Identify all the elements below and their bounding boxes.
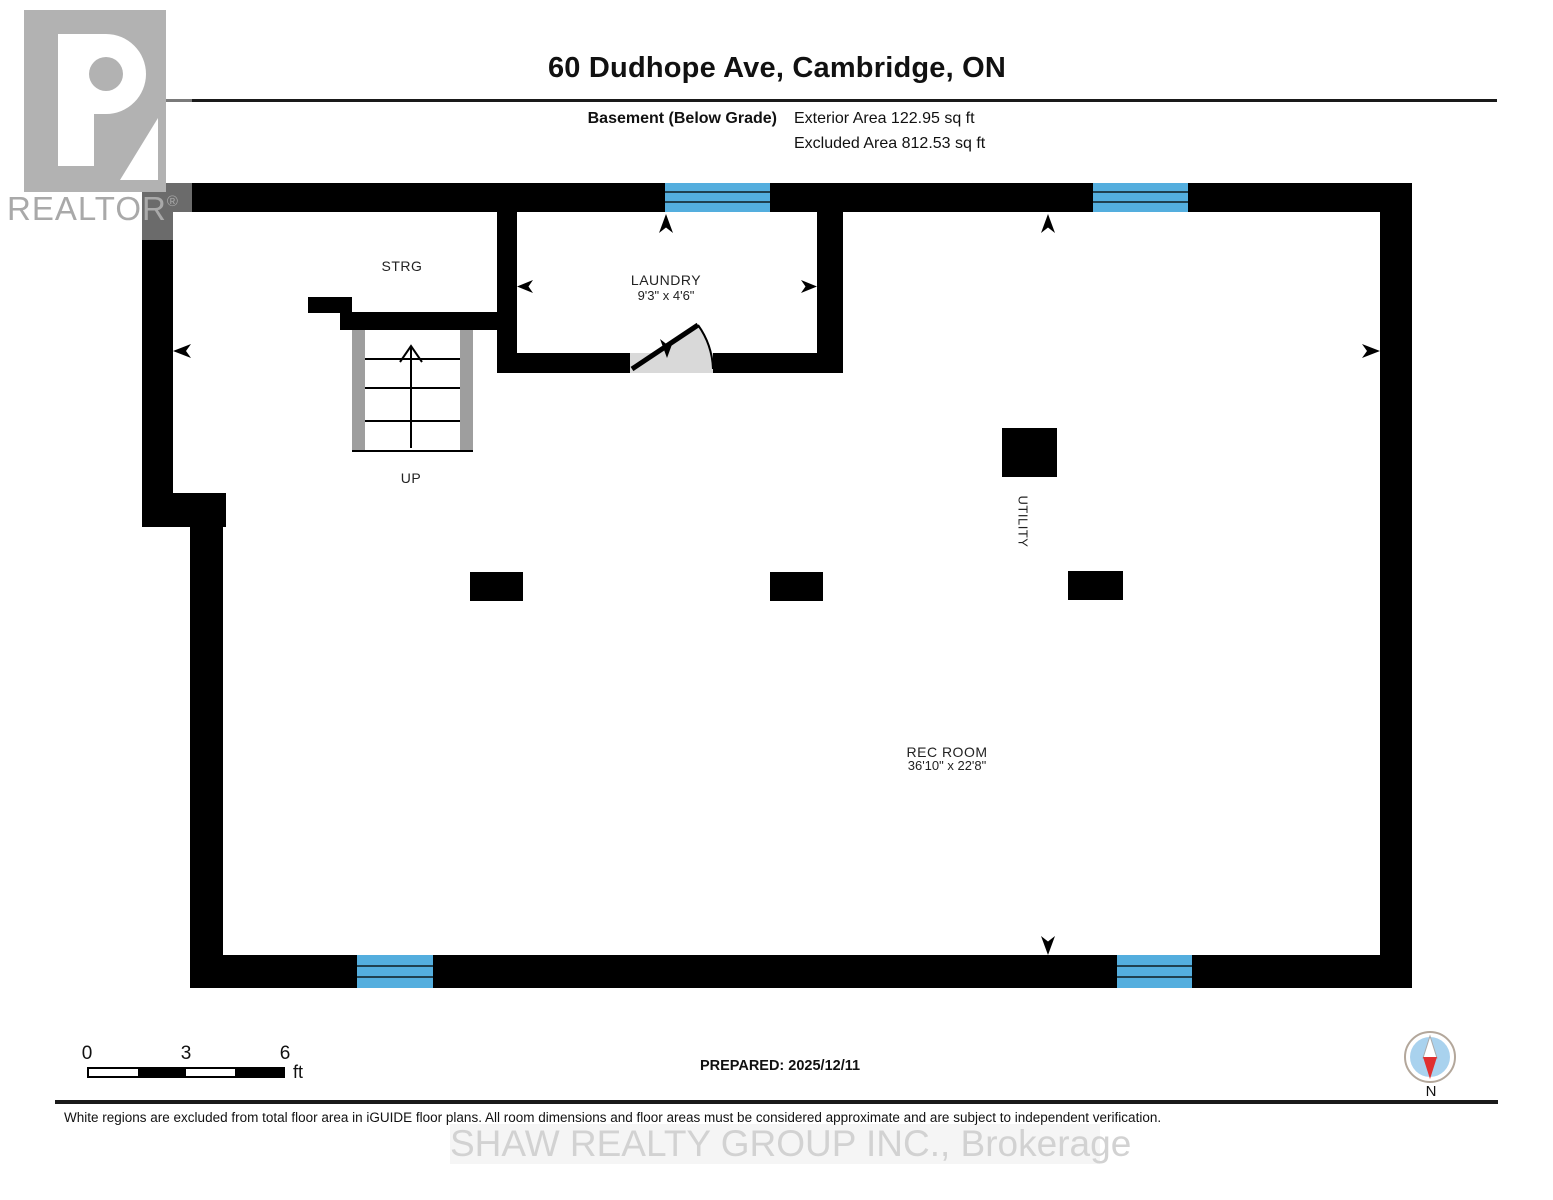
realtor-wordmark-text: REALTOR (7, 190, 167, 227)
scale-tick-0: 0 (81, 1043, 93, 1064)
laundry-wall-bottom-left (497, 353, 630, 373)
window-mullion (1117, 965, 1192, 967)
disclaimer-text: White regions are excluded from total floor area in iGUIDE floor plans. All room dimensions and floor areas must be considered approximate and are subject to independent verification. (64, 1110, 1162, 1125)
window-mullion (357, 976, 433, 978)
window-mullion (665, 191, 770, 193)
header-divider (55, 99, 1497, 102)
laundry-wall-bottom-right (713, 353, 843, 373)
utility-room-label: UTILITY (1015, 495, 1031, 548)
window-top-left (665, 183, 770, 212)
window-mullion (1117, 976, 1192, 978)
measure-arrow-left (173, 344, 191, 358)
laundry-door (620, 313, 730, 375)
rec-room-dims: 36'10" x 22'8" (907, 758, 987, 773)
wall-top (142, 183, 1412, 212)
measure-arrow-up-laundry (659, 214, 673, 233)
window-bottom-right (1117, 955, 1192, 988)
window-mullion (665, 201, 770, 203)
realtor-wordmark (7, 190, 179, 228)
laundry-door-arrow-down (660, 339, 674, 358)
window-top-right (1093, 183, 1188, 212)
stair-rail-right (460, 330, 473, 452)
laundry-measure-arrow-left (517, 280, 533, 293)
utility-post (1002, 428, 1057, 477)
excluded-area-label: Excluded Area 812.53 sq ft (794, 135, 986, 152)
scale-bar (87, 1067, 285, 1078)
scale-unit-label: ft (293, 1062, 304, 1082)
column-post-1 (470, 572, 523, 601)
column-post-3 (1068, 571, 1123, 600)
stairs-up-label: UP (400, 470, 422, 486)
footer-divider (55, 1100, 1498, 1104)
measure-arrow-down-recroom (1041, 936, 1055, 955)
page-title: 60 Dudhope Ave, Cambridge, ON (547, 52, 1007, 84)
scale-bar-segment (89, 1069, 138, 1076)
strg-room-label: STRG (381, 258, 423, 274)
floor-level-label: Basement (Below Grade) (587, 110, 777, 127)
window-bottom-left (357, 955, 433, 988)
rec-room-label: REC ROOM (906, 744, 988, 760)
laundry-room-label: LAUNDRY (630, 272, 702, 288)
compass-icon (1398, 1025, 1462, 1089)
laundry-wall-left (497, 212, 517, 373)
measure-arrow-up-recroom (1041, 214, 1055, 233)
laundry-measure-arrow-right (801, 280, 817, 293)
laundry-wall-right (817, 212, 843, 373)
window-mullion (1093, 201, 1188, 203)
realtor-logo-icon (24, 10, 166, 192)
scale-bar-segment (235, 1069, 284, 1076)
scale-bar-segment (186, 1069, 235, 1076)
column-post-2 (770, 572, 823, 601)
scale-bar-segment (138, 1069, 187, 1076)
wall-left-lower (190, 520, 223, 955)
stairs-head-wall (340, 312, 497, 330)
window-mullion (1093, 191, 1188, 193)
measure-arrow-right (1362, 344, 1380, 358)
registered-trademark-icon: ® (166, 193, 179, 210)
stair-direction-arrow (395, 340, 429, 452)
window-mullion (357, 965, 433, 967)
compass-north-label: N (1425, 1083, 1437, 1100)
scale-tick-6: 6 (279, 1043, 291, 1064)
scale-tick-3: 3 (180, 1043, 192, 1064)
wall-right (1380, 183, 1412, 988)
laundry-room-dims: 9'3" x 4'6" (637, 288, 695, 303)
prepared-date: PREPARED: 2025/12/11 (699, 1058, 861, 1074)
exterior-area-label: Exterior Area 122.95 sq ft (794, 110, 975, 127)
stair-rail-left (352, 330, 365, 452)
watermark-text: SHAW REALTY GROUP INC., Brokerage (450, 1123, 1132, 1164)
